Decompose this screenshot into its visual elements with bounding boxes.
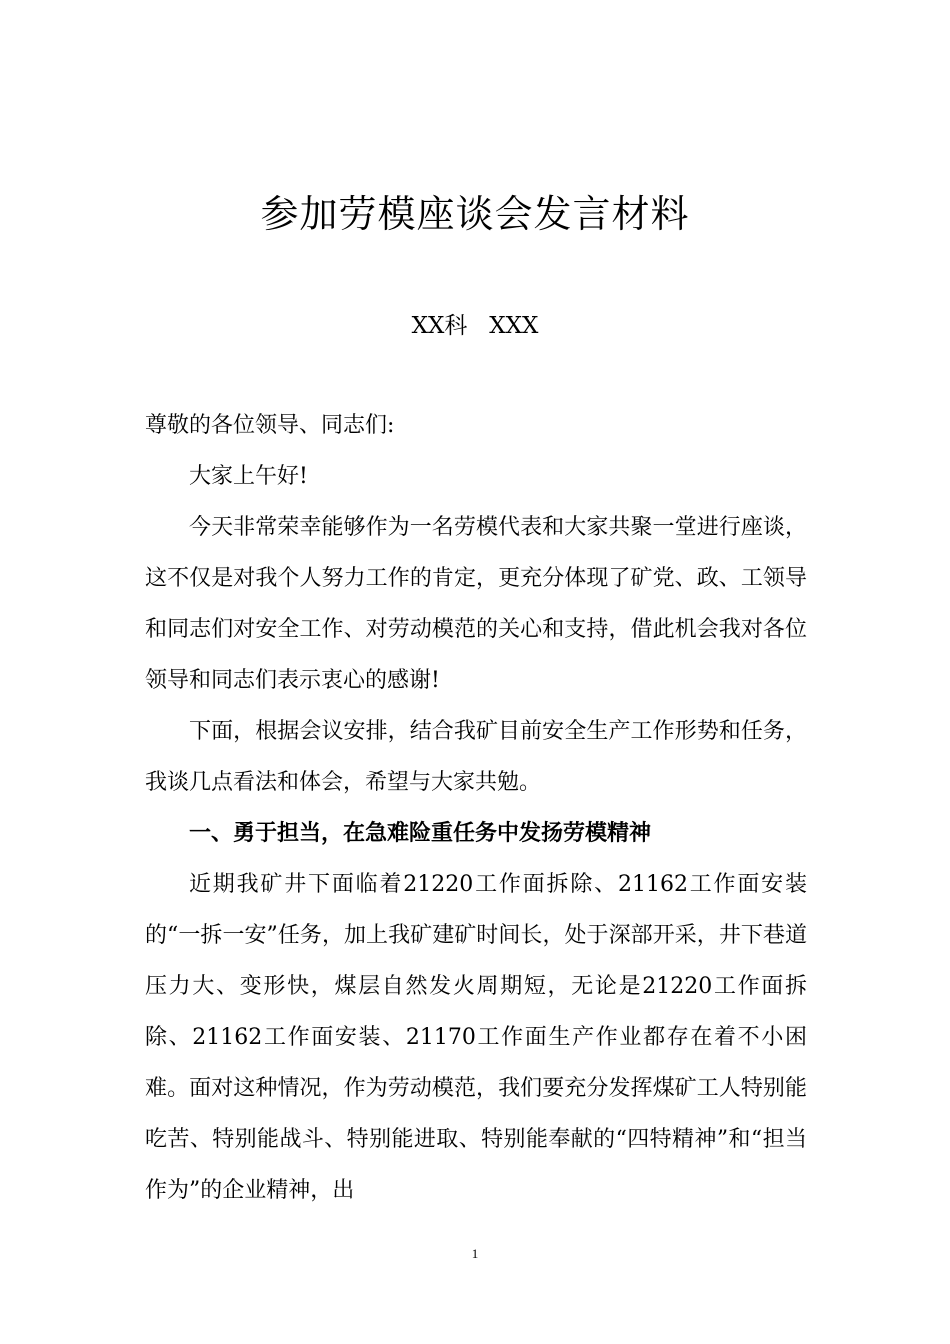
page-number: 1 <box>471 1246 479 1261</box>
section-paragraph: 近期我矿井下面临着21220工作面拆除、21162工作面安装的“一拆一安”任务，加上我矿建矿时间长，处于深部开采，井下巷道压力大、变形快，煤层自然发火周期短，无论是21220工作面拆除、21162工作面安装、21170工作面生产作业都存在着不小困难。面对这种情况，作为劳动模范，我们要充分发挥煤矿工人特别能吃苦、特别能战斗、特别能进取、特别能奉献的“四特精神”和“担当作为”的企业精神，出 <box>145 872 807 1203</box>
salutation: 尊敬的各位领导、同志们: <box>145 413 395 438</box>
document-title: 参加劳模座谈会发言材料 <box>260 192 690 236</box>
document-body <box>145 400 807 1216</box>
paragraph-intro: 下面，根据会议安排，结合我矿目前安全生产工作形势和任务，我谈几点看法和体会，希望与大家共勉。 <box>145 719 807 795</box>
paragraph-greeting: 大家上午好! <box>189 464 308 489</box>
section-heading: 一、勇于担当，在急难险重任务中发扬劳模精神 <box>189 821 652 846</box>
document-author: XX科 XXX <box>411 313 539 339</box>
paragraph-thanks: 今天非常荣幸能够作为一名劳模代表和大家共聚一堂进行座谈，这不仅是对我个人努力工作的肯定，更充分体现了矿党、政、工领导和同志们对安全工作、对劳动模范的关心和支持，借此机会我对各位领导和同志们表示衷心的感谢! <box>145 515 807 693</box>
